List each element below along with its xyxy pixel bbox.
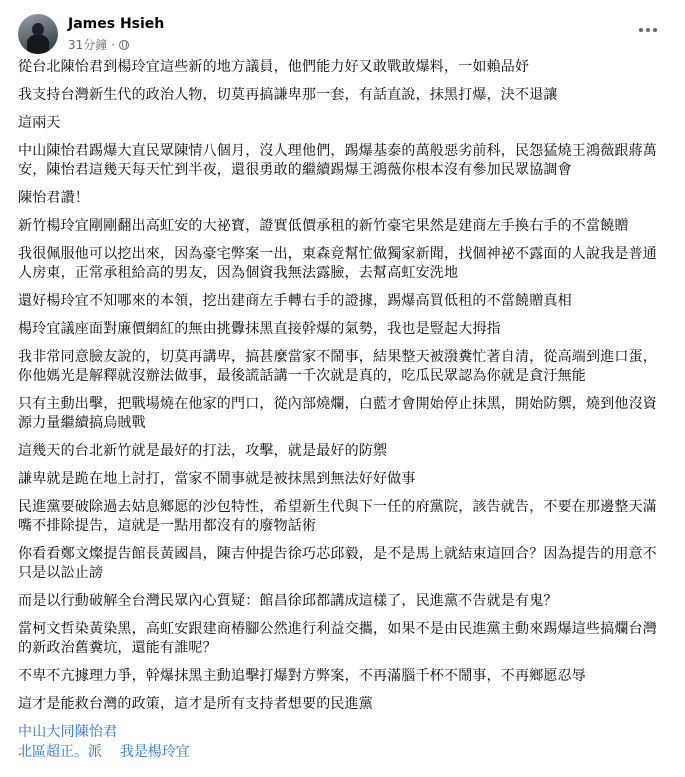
post-paragraph: 民進黨要破除過去姑息鄉愿的沙包特性，希望新生代與下一任的府黨院，該告就告，不要在那邊整天滿嘴不排除提告，這就是一點用都沒有的廢物話術 <box>18 499 657 534</box>
post-paragraph: 我很佩服他可以挖出來，因為豪宅弊案一出，東森竟幫忙做獨家新聞，找個神祕不露面的人說我是普通人房東，正常承租給高的男友，因為個資我無法露臉，去幫高虹安洗地 <box>18 246 657 281</box>
more-dot-icon <box>653 28 657 32</box>
tag-link-line <box>18 723 670 742</box>
post-paragraph: 新竹楊玲宜剛剛翻出高虹安的大祕寶，證實低價承租的新竹豪宅果然是建商左手換右手的不當饒贈 <box>18 218 629 234</box>
more-dot-icon <box>639 28 643 32</box>
globe-icon[interactable] <box>119 40 129 50</box>
meta-separator: · <box>111 37 116 52</box>
post-paragraph: 不卑不亢據理力爭，幹爆抹黑主動追擊打爆對方弊案，不再滿腦千杯不鬧事，不再鄉愿忍辱 <box>18 668 586 684</box>
tag-link-third[interactable]: 我是楊玲宜 <box>119 744 190 760</box>
author-name[interactable]: James Hsieh <box>68 16 165 32</box>
post-paragraph: 這幾天的台北新竹就是最好的打法，攻擊，就是最好的防禦 <box>18 443 388 459</box>
post-paragraph: 楊玲宜議座面對廉價網紅的無由挑釁抹黑直接幹爆的氣勢，我也是豎起大拇指 <box>18 321 501 337</box>
post-body <box>18 58 670 751</box>
post-paragraph: 我支持台灣新生代的政治人物，切莫再搞謙卑那一套，有話直說，抹黑打爆，決不退讓 <box>18 87 558 103</box>
post-paragraph: 當柯文哲染黃染黑，高虹安跟建商椿腳公然進行利益交攜，如果不是由民進黨主動來踢爆這些搞爛台灣的新政治舊糞坑，還能有誰呢？ <box>18 621 657 656</box>
author-avatar[interactable] <box>18 14 58 54</box>
post-paragraph: 我非常同意臉友說的，切莫再講卑，搞甚麼當家不鬧事，結果整天被潑糞忙著自清，從高端到進口蛋，你他媽光是解釋就沒辦法做事，最後謊話講一千次就是真的，吃瓜民眾認為你就是貪汙無能 <box>18 349 657 384</box>
post-paragraph: 從台北陳怡君到楊玲宜這些新的地方議員，他們能力好又敢戰敢爆料，一如賴品妤 <box>18 59 530 75</box>
more-dot-icon <box>646 28 650 32</box>
post-paragraph: 中山陳怡君踢爆大直民眾陳情八個月，沒人理他們，踢爆基泰的萬般惡劣前科，民怨猛燒王鴻薇跟蔣萬安，陳怡君這幾天每天忙到半夜，還很勇敢的繼續踢爆王鴻薇你根本沒有參加民眾協調會 <box>18 143 657 178</box>
avatar-silhouette-body <box>27 35 49 54</box>
post-paragraph: 這才是能救台灣的政策，這才是所有支持者想要的民進黨 <box>18 696 373 712</box>
post-paragraph: 只有主動出擊，把戰場燒在他家的門口，從內部燒爛，白藍才會開始停止抹黑，開始防禦，燒到他沒資源力量繼續搞烏賊戰 <box>18 396 657 431</box>
post-meta <box>68 36 129 53</box>
post-paragraph: 這兩天 <box>18 115 61 131</box>
tag-link-second[interactable]: 北區超正。派 <box>18 744 102 760</box>
post-paragraph: 你看看鄭文燦提告館長黃國昌，陳吉仲提告徐巧芯邱毅，是不是馬上就結束這回合？因為提告的用意不只是以訟止謗 <box>18 546 657 581</box>
post-time[interactable]: 31分鐘 <box>68 38 108 52</box>
tag-link-row <box>18 743 670 762</box>
post-paragraph: 陳怡君讚！ <box>18 190 89 206</box>
more-options-button[interactable] <box>634 20 662 40</box>
post-paragraph: 而是以行動破解全台灣民眾內心質疑：館昌徐邱都講成這樣了，民進黨不告就是有鬼？ <box>18 593 558 609</box>
post-paragraph: 還好楊玲宜不知哪來的本領，挖出建商左手轉右手的證據，踢爆高買低租的不當饒贈真相 <box>18 293 572 309</box>
tag-link-first[interactable]: 中山大同陳怡君 <box>18 724 118 740</box>
tag-link-gap <box>106 744 115 760</box>
post-paragraph: 謙卑就是跪在地上討打，當家不鬧事就是被抹黑到無法好好做事 <box>18 471 416 487</box>
post-header <box>18 14 668 54</box>
